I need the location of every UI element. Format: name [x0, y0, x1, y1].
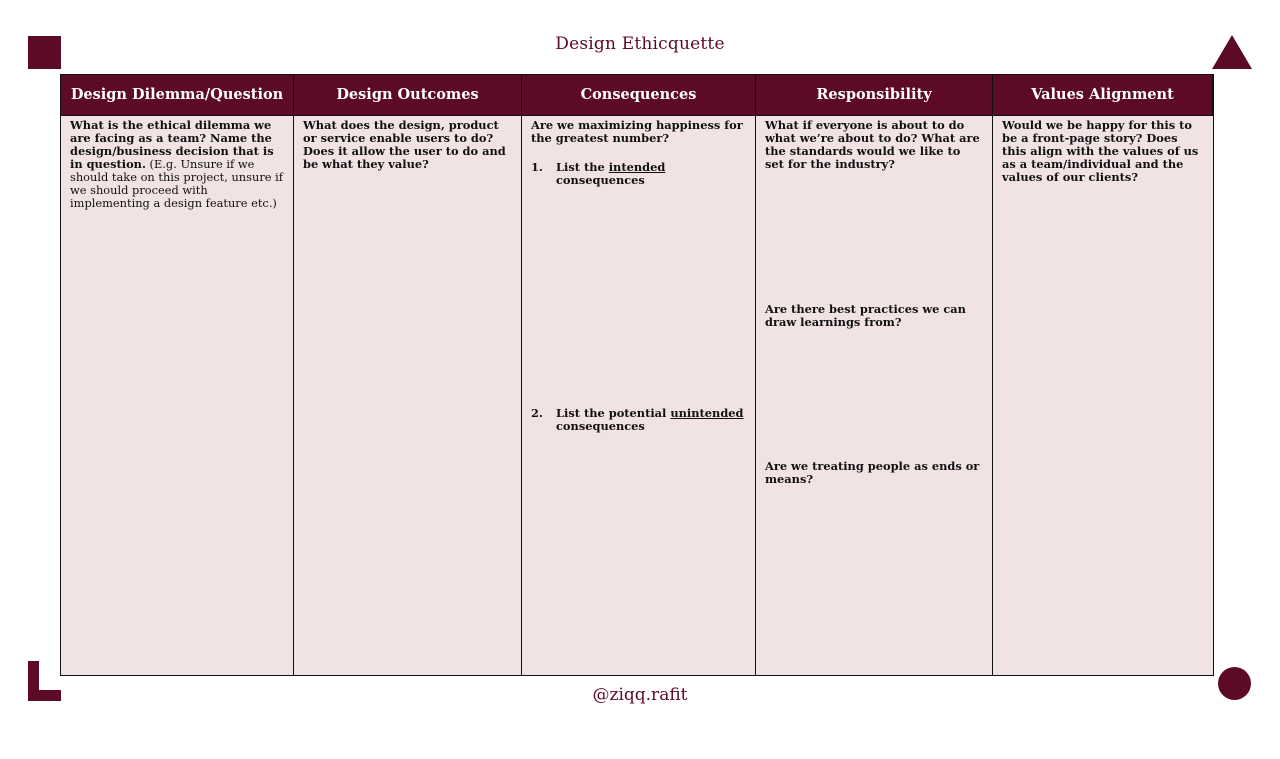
dilemma-example: (E.g. Unsure if we should take on this project, unsure if we should proceed with implementing a design feature etc.) [70, 157, 283, 210]
header-design-outcomes: Design Outcomes [294, 75, 522, 116]
page-title: Design Ethicquette [555, 34, 725, 54]
list-item-unintended [531, 407, 746, 433]
responsibility-prompt-standards: What if everyone is about to do what we’re about to do? What are the standards would we like to set for the industry? [765, 118, 980, 171]
header-consequences: Consequences [522, 75, 756, 116]
list-text: consequences [556, 173, 645, 187]
cell-consequences[interactable] [522, 116, 756, 675]
list-text: consequences [556, 419, 645, 433]
values-prompt: Would we be happy for this to be a front-page story? Does this align with the values of us as a team/individual and the values of our clients? [1002, 118, 1199, 184]
author-handle: @ziqq.rafit [592, 685, 688, 705]
header-responsibility: Responsibility [756, 75, 993, 116]
responsibility-prompt-best-practices: Are there best practices we can draw learnings from? [765, 302, 966, 329]
list-number: 2. [531, 406, 543, 420]
consequences-prompt: Are we maximizing happiness for the greatest number? [531, 118, 743, 145]
header-values-alignment: Values Alignment [993, 75, 1213, 116]
header-design-dilemma: Design Dilemma/Question [61, 75, 294, 116]
list-text: List the [556, 160, 609, 174]
cell-design-dilemma[interactable] [61, 116, 294, 675]
emphasis-text: unintended [670, 406, 744, 420]
dilemma-prompt: What is the ethical dilemma we are facing as a team? Name the design/business decision that is in question. [70, 118, 274, 171]
list-text: List the potential [556, 406, 671, 420]
list-item-intended [531, 161, 746, 187]
ethics-table [60, 74, 1214, 676]
cell-values-alignment[interactable] [993, 116, 1213, 675]
cell-responsibility[interactable] [756, 116, 993, 675]
responsibility-prompt-ends-means: Are we treating people as ends or means? [765, 459, 980, 486]
list-number: 1. [531, 160, 543, 174]
outcomes-prompt: What does the design, product or service enable users to do? Does it allow the user to do and be what they value? [303, 118, 506, 171]
emphasis-text: intended [608, 160, 666, 174]
cell-design-outcomes[interactable] [294, 116, 522, 675]
